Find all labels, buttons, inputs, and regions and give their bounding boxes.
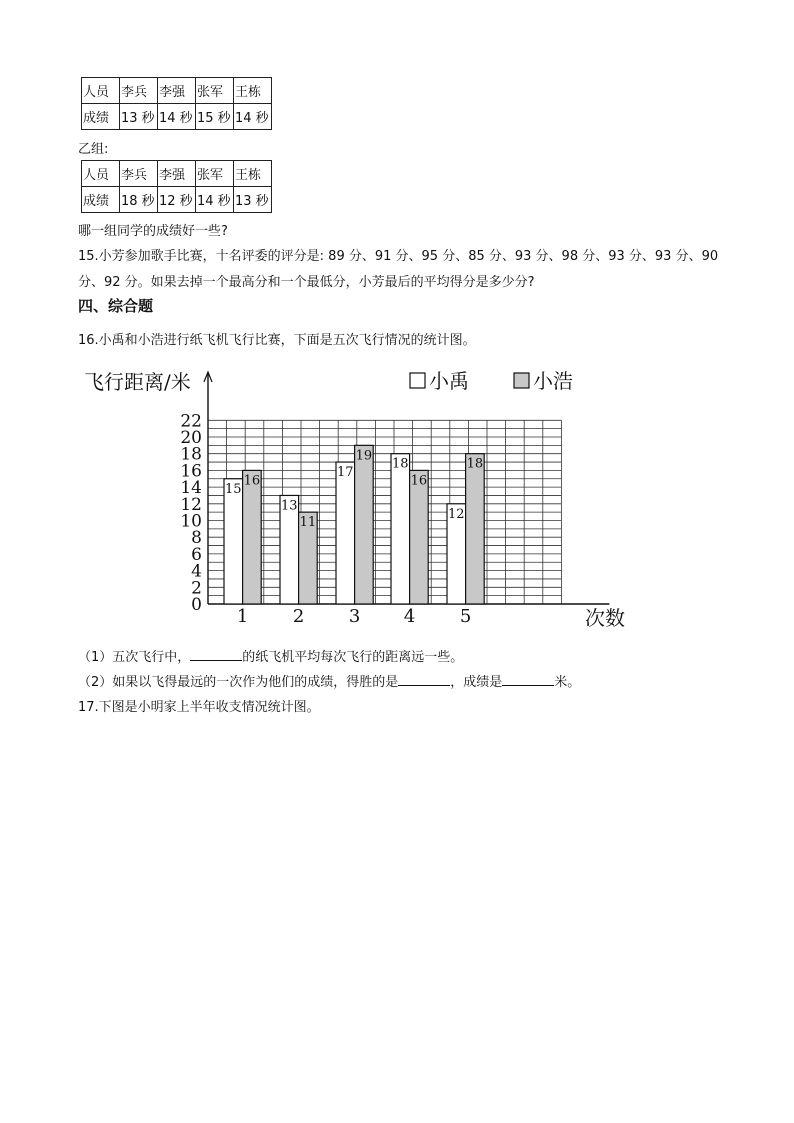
y-tick-label: 12 bbox=[180, 494, 202, 515]
x-tick-label: 4 bbox=[403, 606, 416, 627]
table-cell: 王栋 bbox=[234, 78, 272, 104]
legend-label: 小禹 bbox=[429, 369, 469, 393]
data-label: 18 bbox=[392, 456, 409, 472]
q16-sub1 bbox=[78, 646, 463, 665]
x-tick-label: 3 bbox=[348, 606, 361, 627]
y-tick-label: 18 bbox=[180, 444, 202, 465]
table-cell: 13 秒 bbox=[120, 104, 158, 130]
x-axis-title: 次数 bbox=[585, 606, 625, 630]
y-tick-label: 22 bbox=[180, 411, 202, 432]
y-axis-title: 飞行距离/米 bbox=[84, 370, 191, 394]
data-label: 16 bbox=[243, 473, 261, 489]
y-tick-label: 20 bbox=[180, 428, 202, 448]
bar bbox=[391, 454, 410, 604]
bar bbox=[336, 462, 355, 604]
table-row bbox=[82, 161, 272, 187]
bar bbox=[224, 479, 243, 604]
q15-line-2: 分、92 分。如果去掉一个最高分和一个最低分，小芳最后的平均得分是多少分? bbox=[78, 275, 535, 290]
table-cell: 13 秒 bbox=[234, 187, 272, 213]
table-cell: 14 秒 bbox=[196, 187, 234, 213]
group-a-table bbox=[81, 77, 272, 130]
data-label: 11 bbox=[299, 515, 317, 531]
answer-blank[interactable] bbox=[502, 673, 554, 686]
table-cell: 15 秒 bbox=[196, 104, 234, 130]
answer-blank[interactable] bbox=[398, 673, 450, 686]
q16-text: 16.小禹和小浩进行纸飞机飞行比赛，下面是五次飞行情况的统计图。 bbox=[78, 333, 476, 348]
y-tick-label: 6 bbox=[191, 544, 202, 565]
data-label: 19 bbox=[355, 448, 373, 464]
x-tick-label: 1 bbox=[236, 606, 249, 627]
x-tick-label: 5 bbox=[459, 606, 472, 627]
table-cell: 张军 bbox=[196, 78, 234, 104]
table-cell: 李强 bbox=[158, 78, 196, 104]
y-tick-label: 8 bbox=[191, 528, 202, 549]
q15-line-1: 15.小芳参加歌手比赛，十名评委的评分是: 89 分、91 分、95 分、85 分、93 分、98 分、93 分、93 分、90 bbox=[78, 249, 719, 264]
bar bbox=[243, 470, 262, 604]
table-cell: 成绩 bbox=[82, 104, 120, 130]
group-b-label: 乙组: bbox=[78, 142, 109, 157]
table-cell: 14 秒 bbox=[158, 104, 196, 130]
table-cell: 李兵 bbox=[120, 78, 158, 104]
table-row bbox=[82, 78, 272, 104]
q16-sub2-suffix: 米。 bbox=[554, 675, 581, 690]
bar bbox=[355, 445, 374, 604]
q16-sub2-mid: ，成绩是 bbox=[450, 675, 503, 690]
flight-distance-chart bbox=[80, 360, 640, 635]
bar bbox=[410, 470, 429, 604]
y-tick-label: 2 bbox=[191, 578, 202, 599]
table-row bbox=[82, 104, 272, 130]
q17-text: 17.下图是小明家上半年收支情况统计图。 bbox=[78, 700, 320, 715]
y-tick-label: 10 bbox=[180, 511, 202, 532]
y-tick-label: 14 bbox=[180, 478, 202, 499]
table-cell: 李兵 bbox=[120, 161, 158, 187]
legend-swatch bbox=[514, 373, 529, 388]
bar bbox=[466, 454, 485, 604]
table-cell: 张军 bbox=[196, 161, 234, 187]
q16-sub2-prefix: （2）如果以飞得最远的一次作为他们的成绩，得胜的是 bbox=[78, 675, 399, 690]
data-label: 15 bbox=[225, 481, 242, 497]
table-cell: 12 秒 bbox=[158, 187, 196, 213]
x-tick-label: 2 bbox=[292, 606, 305, 627]
data-label: 17 bbox=[337, 465, 354, 481]
data-label: 18 bbox=[466, 456, 484, 472]
table-cell: 18 秒 bbox=[120, 187, 158, 213]
y-tick-label: 0 bbox=[191, 595, 202, 615]
answer-blank[interactable] bbox=[190, 648, 242, 661]
table-row bbox=[82, 187, 272, 213]
y-tick-label: 4 bbox=[191, 561, 202, 582]
table-cell: 14 秒 bbox=[234, 104, 272, 130]
q16-sub2 bbox=[78, 671, 580, 690]
data-label: 16 bbox=[410, 473, 428, 489]
group-b-table bbox=[81, 160, 272, 213]
data-label: 13 bbox=[281, 498, 298, 514]
table-cell: 人员 bbox=[82, 78, 120, 104]
table-cell: 人员 bbox=[82, 161, 120, 187]
table-cell: 王栋 bbox=[234, 161, 272, 187]
legend-label: 小浩 bbox=[533, 369, 573, 393]
table-cell: 李强 bbox=[158, 161, 196, 187]
legend-swatch bbox=[410, 373, 425, 388]
q16-sub1-prefix: （1）五次飞行中， bbox=[78, 650, 191, 665]
q16-sub1-suffix: 的纸飞机平均每次飞行的距离远一些。 bbox=[242, 650, 464, 665]
y-tick-label: 16 bbox=[180, 461, 202, 482]
section-4-title: 四、综合题 bbox=[78, 297, 154, 315]
data-label: 12 bbox=[448, 506, 465, 522]
table-cell: 成绩 bbox=[82, 187, 120, 213]
q14-question: 哪一组同学的成绩好一些? bbox=[78, 224, 228, 239]
